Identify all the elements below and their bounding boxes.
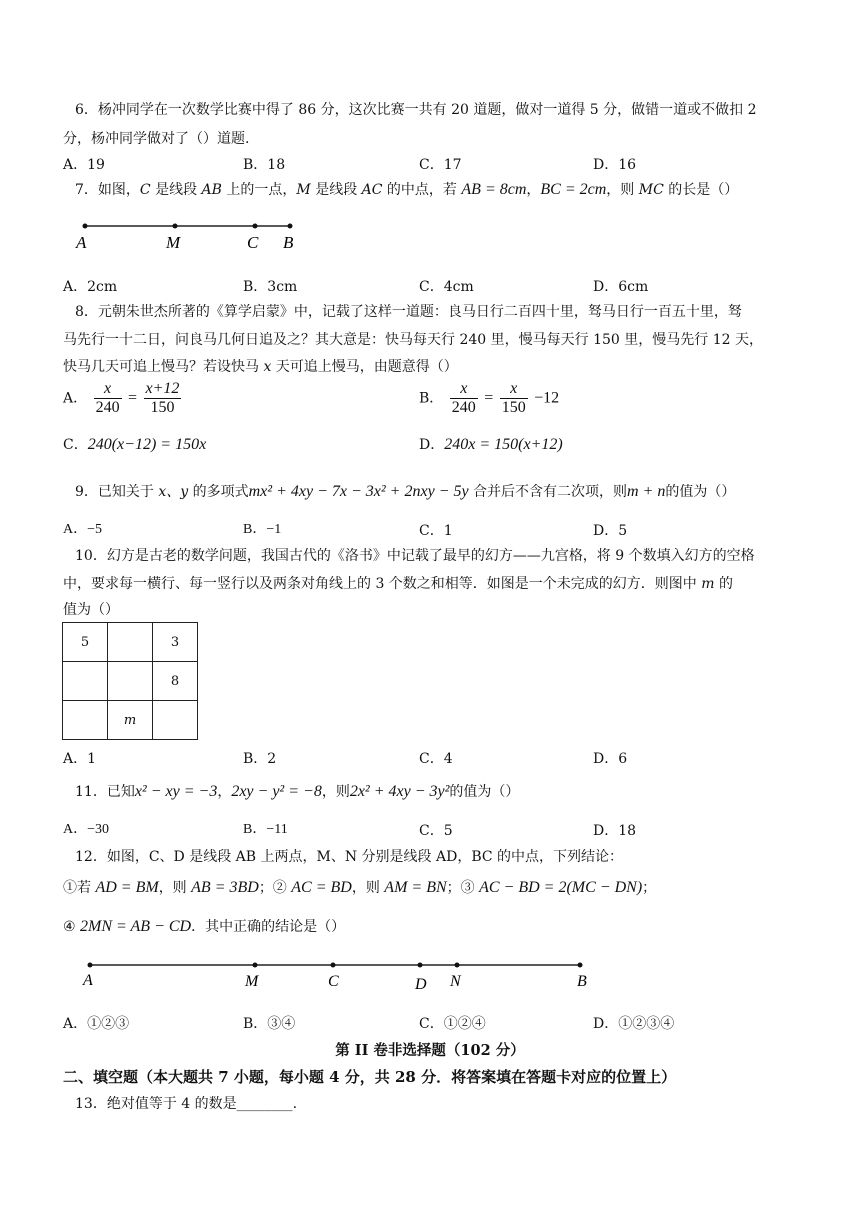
q12-label-a: A	[83, 972, 93, 989]
q10-line3: 值为（）	[63, 602, 119, 618]
grid-cell	[63, 662, 108, 701]
q6-option-d: D．16	[593, 157, 637, 173]
q7-option-d: D．6cm	[593, 279, 649, 295]
q6-line2: 分，杨冲同学做对了（）道题.	[63, 131, 250, 147]
q8-line3: 快马几天可追上慢马？若设快马 x 天可追上慢马，由题意得（）	[63, 359, 458, 375]
q12-option-c: C．①②④	[419, 1016, 486, 1032]
grid-cell: m	[108, 701, 153, 740]
q8-line1: 8．元朝朱世杰所著的《算学启蒙》中，记载了这样一道题：良马日行二百四十里，驽马日行一百五十里，驽	[75, 304, 742, 320]
section-heading: 二、填空题（本大题共 7 小题，每小题 4 分，共 28 分．将答案填在答题卡对应的位置上）	[63, 1068, 677, 1086]
q9-option-b: B．−1	[243, 522, 282, 537]
q8-option-c: C．240(x−12) = 150x	[63, 436, 207, 453]
q6-option-b: B．18	[243, 157, 286, 173]
q12-conclusions-1-3: ①若 AD = BM，则 AB = 3BD；② AC = BD，则 AM = BN；③ AC − BD = 2(MC − DN)；	[63, 879, 657, 896]
q12-label-c: C	[328, 973, 339, 990]
grid-cell	[153, 701, 198, 740]
grid-cell	[108, 623, 153, 662]
q7-label-m: M	[166, 233, 181, 252]
q8-line2: 马先行一十二日，问良马几何日追及之？其大意是：快马每天行 240 里，慢马每天行 150 里，慢马先行 12 天，	[63, 332, 763, 348]
q13-text: 13．绝对值等于 4 的数是________.	[75, 1096, 298, 1112]
q12-conclusion-4: ④ 2MN = AB − CD．其中正确的结论是（）	[63, 918, 346, 935]
q7-label-a: A	[76, 233, 87, 252]
q6-option-a: A．19	[63, 157, 105, 173]
q12-label-d: D	[415, 976, 427, 993]
q12-option-a: A．①②③	[63, 1016, 130, 1032]
q8-option-a: A． $\frac{x}{240}$ = $\frac{x+12}{150}$	[63, 380, 180, 416]
grid-cell: 5	[63, 623, 108, 662]
q9-option-c: C．1	[419, 523, 453, 539]
q10-option-d: D．6	[593, 751, 628, 767]
q10-option-a: A．1	[63, 751, 97, 767]
q12-label-m: M	[245, 973, 259, 990]
q11-stem: 11．已知x² − xy = −3，2xy − y² = −8，则2x² + 4xy − 3y²的值为（）	[75, 783, 520, 800]
q10-line2: 中，要求每一横行、每一竖行以及两条对角线上的 3 个数之和相等．如图是一个未完成的幻方．则图中 m 的	[63, 576, 733, 592]
q7-label-b: B	[283, 233, 294, 252]
q6-line1: 6．杨冲同学在一次数学比赛中得了 86 分，这次比赛一共有 20 道题，做对一道得 5 分，做错一道或不做扣 2	[75, 102, 757, 118]
q12-option-d: D．①②③④	[593, 1016, 675, 1032]
q7-option-a: A．2cm	[63, 279, 118, 295]
grid-cell	[63, 701, 108, 740]
q9-option-d: D．5	[593, 523, 628, 539]
q11-option-b: B．−11	[243, 822, 288, 837]
q7-segment-figure	[70, 216, 310, 256]
q11-option-d: D．18	[593, 823, 637, 839]
q8-option-d: D．240x = 150(x+12)	[419, 436, 563, 453]
q9-option-a: A．−5	[63, 522, 103, 537]
q7-stem: 7．如图，C 是线段 AB 上的一点，M 是线段 AC 的中点，若 AB = 8cm，BC = 2cm，则 MC 的长是（）	[75, 181, 739, 198]
grid-cell: 3	[153, 623, 198, 662]
q12-line1: 12．如图，C、D 是线段 AB 上两点，M、N 分别是线段 AD，BC 的中点，下列结论：	[75, 849, 624, 865]
q8-option-b: B． $\frac{x}{240}$ = $\frac{x}{150}$ −12	[419, 380, 560, 416]
q7-label-c: C	[247, 233, 259, 252]
q7-option-b: B．3cm	[243, 279, 298, 295]
grid-cell: 8	[153, 662, 198, 701]
grid-cell	[108, 662, 153, 701]
q11-option-a: A．−30	[63, 822, 110, 837]
q9-stem: 9．已知关于 x、y 的多项式mx² + 4xy − 7x − 3x² + 2nxy − 5y 合并后不含有二次项，则m + n的值为（）	[75, 483, 736, 500]
section-title: 第 II 卷非选择题（102 分）	[335, 1042, 525, 1059]
q11-option-c: C．5	[419, 823, 453, 839]
q12-segment-figure	[75, 955, 605, 997]
q12-label-b: B	[577, 973, 587, 990]
q10-option-b: B．2	[243, 751, 277, 767]
q6-option-c: C．17	[419, 157, 462, 173]
q10-option-c: C．4	[419, 751, 453, 767]
q7-option-c: C．4cm	[419, 279, 474, 295]
q12-label-n: N	[450, 973, 461, 990]
q10-line1: 10．幻方是古老的数学问题，我国古代的《洛书》中记载了最早的幻方——九宫格，将 9 个数填入幻方的空格	[75, 548, 755, 564]
magic-square-grid	[62, 622, 198, 740]
q12-option-b: B．③④	[243, 1016, 296, 1032]
